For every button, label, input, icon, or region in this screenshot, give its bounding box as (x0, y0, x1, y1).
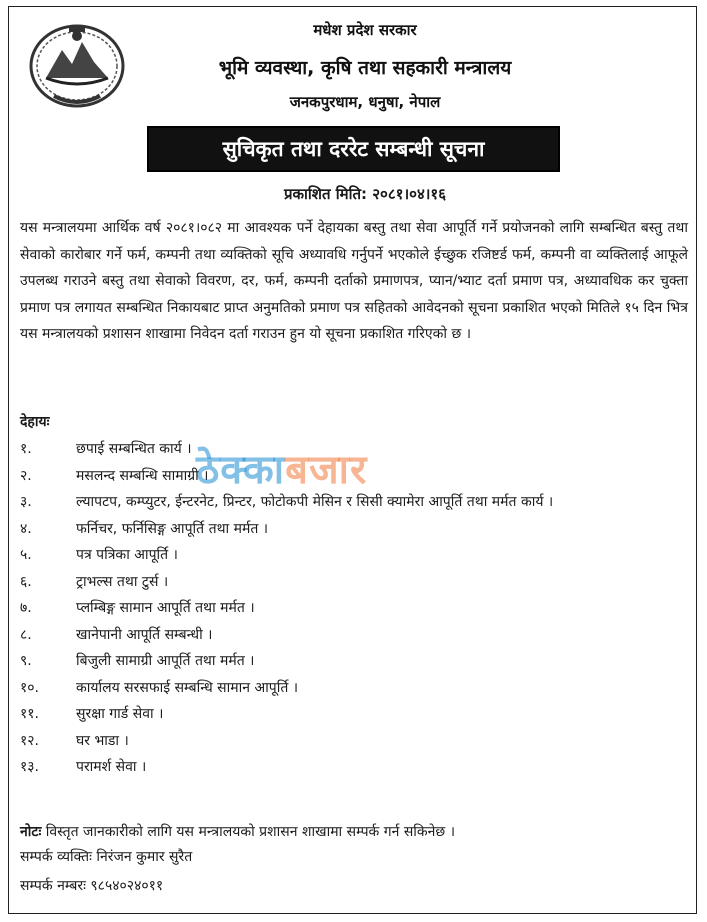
list-item-text: सुरक्षा गार्ड सेवा । (76, 706, 164, 722)
list-item (20, 622, 688, 649)
published-date: प्रकाशित मिति: २०८१।०४।१६ (283, 185, 447, 203)
list-item-text: ट्राभल्स तथा टुर्स । (76, 573, 169, 590)
list-heading: देहायः (20, 414, 50, 430)
list-item-number: ८. (20, 626, 32, 643)
list-item (20, 701, 688, 728)
list-item (20, 436, 688, 463)
notice-paragraph: यस मन्त्रालयमा आर्थिक वर्ष २०८१।०८२ मा आवश्यक पर्ने देहायका बस्तु तथा सेवा आपूर्ति गर्ने प्रयोजनको लागि सम्बन्धित बस्तु तथा सेवाको कारोबार गर्ने फर्म, कम्पनी तथा व्यक्तिको सूचि अध्यावधि गर्नुपर्ने भएकोले ईच्छुक रजिष्टर्ड फर्म, कम्पनी वा व्यक्तिलाई आफूले उपलब्ध गराउने बस्तु तथा सेवाको विवरण, दर, फर्म, कम्पनी दर्ताको प्रमाणपत्र, प्यान/भ्याट दर्ता प्रमाण पत्र, अध्यावधिक कर चुक्ता प्रमाण पत्र लगायत सम्बन्धित निकायबाट प्राप्त अनुमतिको प्रमाण पत्र सहितको आवेदनको सूचना प्रकाशित भएको मितिले १५ दिन भित्र यस मन्त्रालयको प्रशासन शाखामा निवेदन दर्ता गराउन हुन यो सूचना प्रकाशित गरिएको छ । (20, 220, 688, 342)
contact-number: सम्पर्क नम्बरः ९८५४०२४०११ (20, 878, 164, 894)
list-item-number: ११. (20, 706, 40, 722)
list-item-text: बिजुली सामाग्री आपूर्ति तथा मर्मत । (76, 653, 255, 669)
list-item-number: ७. (20, 600, 32, 616)
list-item-text: परामर्श सेवा । (76, 759, 147, 775)
note-text: विस्तृत जानकारीको लागि यस मन्त्रालयको प्रशासन शाखामा सम्पर्क गर्न सकिनेछ । (45, 824, 456, 840)
list-item-number: १०. (20, 679, 40, 696)
list-item-text: छपाई सम्बन्धित कार्य । (76, 441, 192, 457)
list-item-number: ५. (20, 547, 32, 563)
list-item-number: १. (20, 441, 32, 457)
list-item (20, 516, 688, 543)
list-item-number: १२. (20, 732, 40, 749)
list-item-text: मसलन्द सम्बन्धि सामाग्री । (76, 467, 209, 484)
list-item-number: २. (20, 467, 32, 484)
nepal-emblem-icon (24, 16, 130, 112)
note (20, 819, 688, 846)
list-item-number: ९. (20, 653, 32, 669)
list-item (20, 542, 688, 569)
note-label: नोटः (20, 824, 42, 840)
list-item (20, 595, 688, 622)
list-item (20, 675, 688, 702)
list-item-text: पत्र पत्रिका आपूर्ति । (76, 547, 178, 563)
list-item-number: ४. (20, 520, 32, 537)
list-item-text: ल्यापटप, कम्प्युटर, ईन्टरनेट, प्रिन्टर, फोटोकपी मेसिन र सिसी क्यामेरा आपूर्ति तथा मर्मत कार्य । (76, 494, 554, 510)
header-ministry: भूमि व्यवस्था, कृषि तथा सहकारी मन्त्रालय (218, 57, 512, 79)
list-item (20, 489, 688, 516)
list-item (20, 569, 688, 596)
header-government: मधेश प्रदेश सरकार (313, 21, 417, 39)
watermark-part1: ठेक्का (196, 447, 286, 493)
list-item (20, 648, 688, 675)
list-item-number: ६. (20, 573, 32, 590)
watermark-part2: बजार (285, 447, 368, 493)
items-list (20, 436, 688, 781)
list-item-text: फर्निचर, फर्निसिङ्ग आपूर्ति तथा मर्मत । (76, 520, 269, 537)
list-item (20, 463, 688, 490)
list-item-text: खानेपानी आपूर्ति सम्बन्धी । (76, 626, 213, 643)
list-item (20, 754, 688, 781)
list-item-text: कार्यालय सरसफाई सम्बन्धि सामान आपूर्ति । (76, 679, 299, 696)
header-address: जनकपुरधाम, धनुषा, नेपाल (289, 93, 441, 111)
notice-title: सुचिकृत तथा दररेट सम्बन्धी सूचना (147, 126, 560, 172)
list-item (20, 728, 688, 755)
list-item-text: प्लम्बिङ्ग सामान आपूर्ति तथा मर्मत । (76, 600, 255, 616)
list-item-number: १३. (20, 759, 40, 775)
list-item-number: ३. (20, 494, 32, 510)
list-item-text: घर भाडा । (76, 732, 129, 749)
contact-person: सम्पर्क व्यक्तिः निरंजन कुमार सुरैत (20, 849, 193, 865)
